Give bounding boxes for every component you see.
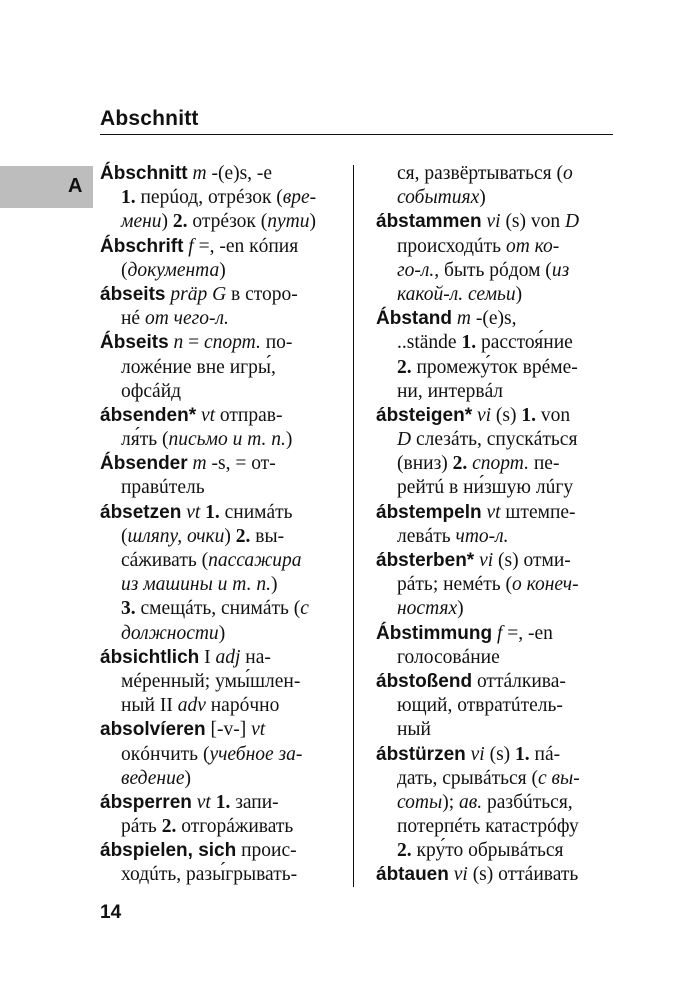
entry-line xyxy=(100,549,345,573)
entry-text: о xyxy=(562,163,573,184)
entry-text: vi xyxy=(472,404,492,426)
letter-tab-label: A xyxy=(68,175,83,197)
headword: ábsterben* xyxy=(376,550,475,571)
entry-line xyxy=(100,525,345,549)
entry-line xyxy=(376,525,616,549)
entry-text: ложéние вне игры́, xyxy=(121,356,276,378)
entry-text: что-л. xyxy=(455,525,509,547)
entry-text: офсáйд xyxy=(121,380,182,402)
entry-text: смещáть, снимáть ( xyxy=(135,598,301,620)
headword: Ábseits xyxy=(100,332,169,354)
entry-text: на- xyxy=(240,646,271,668)
headword: ábsteigen* xyxy=(376,404,473,426)
page-number: 14 xyxy=(100,902,122,923)
entry-text: (s) xyxy=(491,404,522,426)
entry-text: снимáть xyxy=(219,501,293,523)
entry-line xyxy=(100,259,345,283)
headword: Ábschnitt xyxy=(100,163,188,184)
entry-text: по- xyxy=(260,332,293,354)
entry-headline xyxy=(376,404,616,428)
headword: ábsichtlich xyxy=(100,646,200,668)
entry-headline xyxy=(100,501,345,525)
entry-line xyxy=(376,815,616,839)
entry-text: , быть рóдом ( xyxy=(434,259,552,281)
entry-text: = xyxy=(183,332,205,354)
headword: ábsperren xyxy=(100,791,192,813)
entry-text: 2. xyxy=(397,840,412,862)
entry-text: рáть; немéть ( xyxy=(397,574,512,596)
entry-line xyxy=(100,186,345,210)
entry-text: 1. xyxy=(461,332,477,354)
entry-text: 3. xyxy=(121,598,136,620)
entry-text: сáживать ( xyxy=(121,550,209,571)
entry-headline xyxy=(376,307,616,331)
headword: Ábsender xyxy=(100,453,188,475)
entry-line xyxy=(376,356,616,380)
entry-text: 1. xyxy=(121,187,136,209)
entry-text: ) xyxy=(184,767,191,789)
entry-text: рейтú в ни́зшую лúгу xyxy=(397,477,574,499)
entry-text: vi xyxy=(465,743,485,765)
entry-headline xyxy=(100,839,345,863)
entry-text: спорт. xyxy=(467,453,529,475)
entry-text: ); xyxy=(442,791,460,813)
entry-text: отправ- xyxy=(215,404,283,426)
entry-text: ) xyxy=(515,283,523,305)
entry-line xyxy=(100,622,345,646)
entry-text: ностях xyxy=(397,598,458,620)
entry-text: 2. xyxy=(235,525,251,547)
headword: Ábstimmung xyxy=(376,622,493,644)
entry-text: vt xyxy=(191,791,211,813)
headword: ábsetzen xyxy=(100,501,182,523)
entry-line xyxy=(376,718,616,742)
entry-line xyxy=(376,235,616,259)
headword: ábstürzen xyxy=(376,743,466,765)
entry-text: с xyxy=(300,598,309,620)
left-column xyxy=(100,162,345,888)
entry-text: какой-л. семьи xyxy=(397,283,516,305)
entry-line xyxy=(100,356,345,380)
entry-text: vi xyxy=(448,864,468,886)
entry-text: =, -en xyxy=(502,622,553,644)
entry-text: -(e)s, xyxy=(470,308,517,330)
entry-line xyxy=(376,839,616,863)
entry-text: ) xyxy=(479,187,486,209)
entry-text: ) xyxy=(270,574,278,596)
headword: Ábstand xyxy=(376,308,452,330)
entry-line xyxy=(376,694,616,718)
entry-text: пá- xyxy=(529,743,561,765)
entry-text: 1. xyxy=(515,743,530,765)
entry-text: ля́ть ( xyxy=(121,429,169,451)
entry-line xyxy=(376,428,616,452)
entry-text: соты xyxy=(397,791,443,813)
entry-text: D xyxy=(397,429,412,451)
entry-text: ходúть, разы́грывать- xyxy=(121,864,298,886)
headword: ábstoßend xyxy=(376,670,473,692)
entry-line xyxy=(376,476,616,500)
entry-text: окóнчить ( xyxy=(121,743,210,765)
entry-text: в сторо- xyxy=(226,283,298,305)
entry-text: ) xyxy=(309,211,316,233)
entry-text: 1. xyxy=(200,501,220,523)
entry-text: =, -en кóпия xyxy=(193,235,299,257)
entry-text: слезáть, спускáться xyxy=(411,429,578,451)
entry-text: ) xyxy=(219,259,226,281)
entry-text: [-v-] xyxy=(205,719,252,741)
entry-text: m xyxy=(187,163,207,184)
entry-text: документа xyxy=(127,259,220,281)
entry-headline xyxy=(100,404,345,428)
entry-text: отрéзок ( xyxy=(187,211,268,233)
entry-text: (s) оттáивать xyxy=(467,864,579,886)
entry-text: m xyxy=(452,308,471,330)
entry-line xyxy=(100,670,345,694)
column-divider xyxy=(353,165,354,887)
entry-text: разбúться, xyxy=(482,791,573,813)
entry-line xyxy=(100,380,345,404)
entry-text: происходúть xyxy=(397,235,506,257)
entry-text: vt xyxy=(251,719,266,741)
entry-text: vt xyxy=(196,404,216,426)
entry-text: штемпе- xyxy=(500,501,576,523)
entry-text: ся, развёртываться ( xyxy=(397,163,563,184)
entry-text: f xyxy=(492,622,503,644)
entry-line xyxy=(376,791,616,815)
entry-text: adj xyxy=(215,646,241,668)
entry-headline xyxy=(100,452,345,476)
entry-text: из машины и т. п. xyxy=(121,574,271,596)
entry-text: вы- xyxy=(250,525,285,547)
entry-text: 1. xyxy=(210,791,231,813)
entry-line xyxy=(376,380,616,404)
entry-line xyxy=(376,646,616,670)
entry-text: рáть xyxy=(121,816,162,838)
entry-text: von xyxy=(536,404,571,426)
entry-headline xyxy=(376,743,616,767)
entry-headline xyxy=(376,670,616,694)
headword: ábstammen xyxy=(376,211,482,233)
entry-line xyxy=(376,452,616,476)
headword: ábstempeln xyxy=(376,501,482,523)
entry-text: ) xyxy=(224,525,236,547)
entry-text: -s, = от- xyxy=(206,453,276,475)
entry-line xyxy=(100,815,345,839)
entry-line xyxy=(376,331,616,355)
entry-text: оттáлкива- xyxy=(472,670,566,692)
entry-line xyxy=(376,162,616,186)
entry-text: нарóчно xyxy=(205,695,280,717)
entry-text: (вниз) xyxy=(397,453,453,475)
letter-tab xyxy=(0,166,93,208)
entry-text: нé xyxy=(121,308,145,330)
entry-text: от ко- xyxy=(505,235,560,257)
entry-text: I xyxy=(199,646,216,668)
entry-text: мени xyxy=(121,211,162,233)
headword: absolvíeren xyxy=(100,719,206,741)
right-column xyxy=(376,162,616,888)
entry-text: ( xyxy=(121,259,128,281)
entry-text: с вы- xyxy=(538,767,580,789)
entry-line xyxy=(376,767,616,791)
entry-text: правúтель xyxy=(121,477,205,499)
entry-text: D xyxy=(565,211,580,233)
entry-headline xyxy=(100,162,345,186)
entry-line xyxy=(376,186,616,210)
entry-text: ) xyxy=(218,622,226,644)
headword: Ábschrift xyxy=(100,235,184,257)
entry-text: ) xyxy=(161,211,173,233)
entry-text: дать, срывáться ( xyxy=(397,767,539,789)
entry-text: -(e)s, -e xyxy=(206,163,273,184)
entry-headline xyxy=(100,283,345,307)
entry-text: из xyxy=(551,259,570,281)
entry-line xyxy=(100,210,345,234)
entry-text: потерпéть катастрóфу xyxy=(397,816,579,838)
entry-text: от чего-л. xyxy=(144,308,229,330)
entry-headline xyxy=(376,501,616,525)
entry-line xyxy=(100,694,345,718)
running-head: Abschnitt xyxy=(100,107,199,130)
entry-text: ..stände xyxy=(397,332,462,354)
entry-text: го-л. xyxy=(397,259,435,281)
entry-text: vi xyxy=(481,211,501,233)
entry-line xyxy=(376,283,616,307)
entry-text: голосовáние xyxy=(397,646,500,668)
entry-text: vt xyxy=(481,501,501,523)
entry-headline xyxy=(376,210,616,234)
entry-text: ведение xyxy=(121,767,185,789)
entry-text: (s) xyxy=(484,743,516,765)
headword: ábseits xyxy=(100,283,166,305)
entry-text: левáть xyxy=(397,525,456,547)
entry-line xyxy=(376,573,616,597)
entry-text: adv xyxy=(177,695,206,717)
entry-headline xyxy=(100,646,345,670)
entry-text: шляпу, очки xyxy=(127,525,225,547)
entry-text: ( xyxy=(121,525,128,547)
entry-line xyxy=(100,767,345,791)
entry-headline xyxy=(100,718,345,742)
entry-text: ав. xyxy=(459,791,483,813)
entry-line xyxy=(100,573,345,597)
headword: ábsenden* xyxy=(100,404,197,426)
entry-text: n xyxy=(168,332,184,354)
entry-text: f xyxy=(183,235,194,257)
entry-text: ни, интервáл xyxy=(397,380,504,402)
entry-text: вре- xyxy=(282,187,317,209)
entry-text: кру́то обрывáться xyxy=(411,840,564,862)
entry-line xyxy=(376,259,616,283)
entry-text: расстоя́ние xyxy=(476,332,573,354)
entry-text: 2. xyxy=(161,816,177,838)
entry-text: ющий, отвратúтель- xyxy=(397,695,563,717)
entry-text: ный II xyxy=(121,695,178,717)
entry-text: 1. xyxy=(521,404,536,426)
entry-line xyxy=(100,597,345,621)
entry-text: о конеч- xyxy=(511,574,579,596)
entry-text: m xyxy=(187,453,207,475)
entry-text: ) xyxy=(285,429,293,451)
headword: ábtauen xyxy=(376,864,449,886)
header-rule xyxy=(100,134,613,135)
entry-text: письмо и т. п. xyxy=(168,429,286,451)
entry-headline xyxy=(376,549,616,573)
entry-headline xyxy=(100,791,345,815)
entry-text: учебное за- xyxy=(209,743,303,765)
entry-line xyxy=(100,428,345,452)
entry-text: (s) von xyxy=(500,211,566,233)
entry-headline xyxy=(100,235,345,259)
entry-line xyxy=(376,597,616,621)
entry-text: 2. xyxy=(452,453,468,475)
entry-text: пе- xyxy=(529,453,560,475)
entry-text: vt xyxy=(181,501,201,523)
entry-line xyxy=(100,743,345,767)
entry-text: vi xyxy=(474,550,494,571)
entry-headline xyxy=(100,331,345,355)
entry-headline xyxy=(376,622,616,646)
entry-text: 2. xyxy=(397,356,412,378)
entry-text: промежу́ток врéме- xyxy=(411,356,578,378)
entry-text: ) xyxy=(457,598,464,620)
entry-text: präp G xyxy=(165,283,227,305)
entry-text: мéренный; умы́шлен- xyxy=(121,670,301,692)
entry-text: ный xyxy=(397,719,431,741)
entry-line xyxy=(100,307,345,331)
entry-text: перúод, отрéзок ( xyxy=(135,187,283,209)
entry-text: спорт. xyxy=(204,332,261,354)
entry-text: запи- xyxy=(230,791,279,813)
entry-text: событиях xyxy=(397,187,480,209)
entry-text: 2. xyxy=(172,211,188,233)
entry-text: отгорáживать xyxy=(176,816,294,838)
entry-text: должности xyxy=(121,622,219,644)
entry-text: пассажира xyxy=(208,550,302,571)
entry-line xyxy=(100,476,345,500)
entry-text: пути xyxy=(267,211,310,233)
entry-headline xyxy=(376,863,616,887)
headword: ábspielen, sich xyxy=(100,840,237,862)
entry-text: проис- xyxy=(236,840,297,862)
entry-line xyxy=(100,863,345,887)
entry-text: (s) отми- xyxy=(493,550,571,571)
